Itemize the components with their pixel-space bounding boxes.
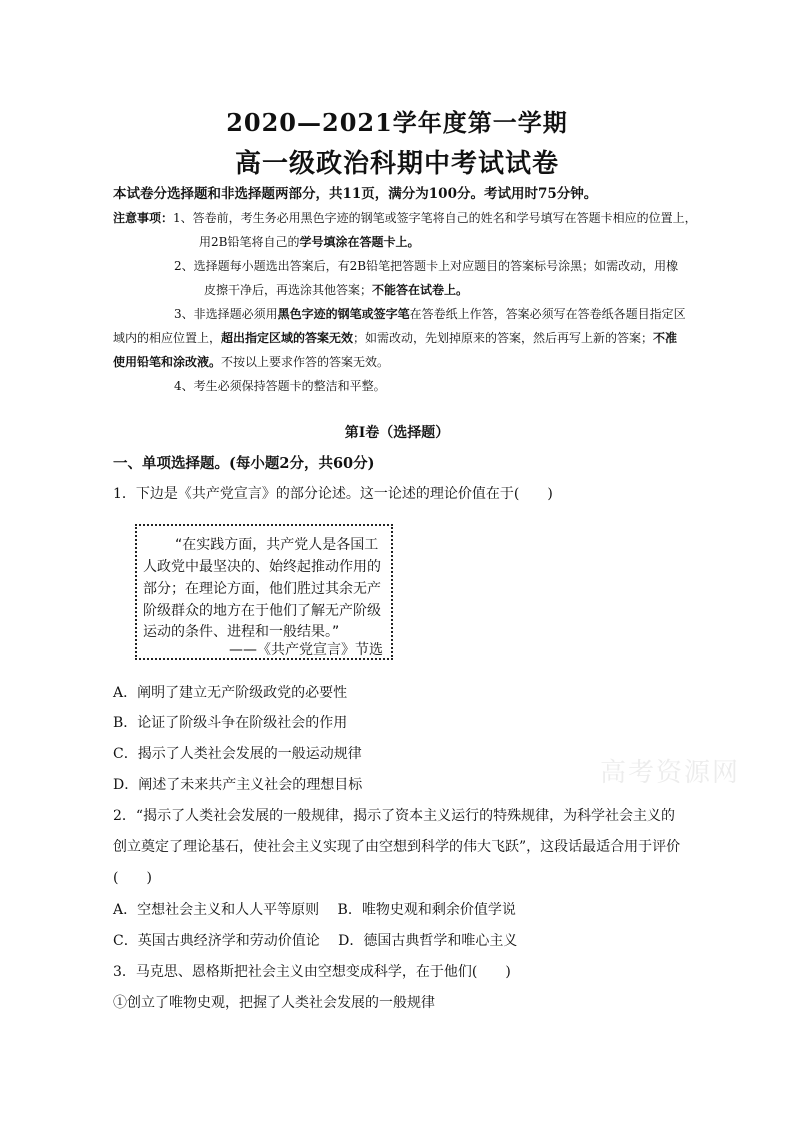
section-title: 第I卷（选择题） (344, 425, 450, 441)
note-3-c-bold: 使用铅笔和涂改液。 (113, 355, 222, 369)
note-1-line-b (199, 233, 419, 250)
exam-intro: 本试卷分选择题和非选择题两部分，共11页，满分为100分。考试用时75分钟。 (113, 186, 598, 202)
note-2-line-a: 2、选择题每小题选出答案后，有2B铅笔把答题卡上对应题目的答案标号涂黑；如需改动，用橡 (174, 259, 679, 273)
q1-option-c: C．揭示了人类社会发展的一般运动规律 (113, 746, 362, 762)
notes-label: 注意事项： (113, 211, 174, 225)
note-1-b-plain: 用2B铅笔将自己的 (199, 235, 300, 249)
note-1-text: 1、答卷前，考生务必用黑色字迹的钢笔或签字笔将自己的姓名和学号填写在答题卡相应的位置上， (173, 211, 697, 225)
watermark: 高考资源网 (600, 758, 741, 788)
q3-stem: 3．马克思、恩格斯把社会主义由空想变成科学，在于他们( ) (113, 964, 511, 980)
q1-quote-line: 阶级群众的地方在于他们了解无产阶级 (143, 603, 381, 619)
exam-title-subject: 高一级政治科期中考试试卷 (234, 149, 559, 179)
q1-quote-line: 运动的条件、进程和一般结果。” (143, 624, 340, 640)
q2-stem-line1: 2．“揭示了人类社会发展的一般规律，揭示了资本主义运行的特殊规律，为科学社会主义的 (113, 808, 676, 824)
note-2-b-plain: 皮擦干净后，再选涂其他答案； (204, 283, 373, 297)
q1-quote-line: 部分；在理论方面，他们胜过其余无产 (143, 581, 381, 597)
q1-quote-source: ——《共产党宣言》节选 (229, 642, 383, 658)
note-3-line-a (174, 305, 686, 322)
q3-item-1: ①创立了唯物史观，把握了人类社会发展的一般规律 (113, 995, 435, 1011)
q1-quote-line: 人政党中最坚决的、始终起推动作用的 (143, 559, 381, 575)
note-3-a-plain1: 3、非选择题必须用 (174, 307, 278, 321)
q2-stem-line3: ( ) (113, 870, 152, 886)
q2-stem-line2: 创立奠定了理论基石，使社会主义实现了由空想到科学的伟大飞跃”，这段话最适合用于评价 (113, 839, 681, 855)
note-1-b-bold: 学号填涂在答题卡上。 (299, 235, 420, 249)
exam-title-year: 2020—2021学年度第一学期 (226, 108, 568, 137)
note-3-b-bold2: 不准 (653, 331, 678, 345)
note-1-line-a (113, 209, 697, 226)
note-3-b-plain2: ；如需改动，先划掉原来的答案，然后再写上新的答案； (353, 331, 654, 345)
q1-quote-box (135, 524, 393, 660)
note-3-line-c (113, 353, 389, 370)
q1-option-b: B．论证了阶级斗争在阶级社会的作用 (113, 715, 348, 731)
q1-option-a: A．阐明了建立无产阶级政党的必要性 (113, 685, 348, 701)
q1-stem: 1．下边是《共产党宣言》的部分论述。这一论述的理论价值在于( ) (113, 486, 553, 502)
note-4: 4、考生必须保持答题卡的整洁和平整。 (174, 379, 386, 393)
q1-quote-line: “在实践方面，共产党人是各国工 (175, 537, 379, 553)
part-title: 一、单项选择题。(每小题2分，共60分) (113, 455, 375, 472)
note-2-line-b (204, 281, 468, 298)
note-3-a-plain2: 在答卷纸上作答，答案必须写在答卷纸各题目指定区 (409, 307, 686, 321)
q2-options-row1: A．空想社会主义和人人平等原则 B．唯物史观和剩余价值学说 (113, 902, 516, 918)
note-3-b-bold1: 超出指定区域的答案无效 (221, 331, 354, 345)
note-3-c-plain: 不按以上要求作答的答案无效。 (221, 355, 390, 369)
note-3-a-bold: 黑色字迹的钢笔或签字笔 (277, 307, 410, 321)
note-3-b-plain1: 域内的相应位置上， (113, 331, 222, 345)
q1-option-d: D．阐述了未来共产主义社会的理想目标 (113, 777, 363, 793)
note-2-b-bold: 不能答在试卷上。 (372, 283, 469, 297)
q2-options-row2: C．英国古典经济学和劳动价值论 D．德国古典哲学和唯心主义 (113, 933, 518, 949)
note-3-line-b (113, 329, 677, 346)
